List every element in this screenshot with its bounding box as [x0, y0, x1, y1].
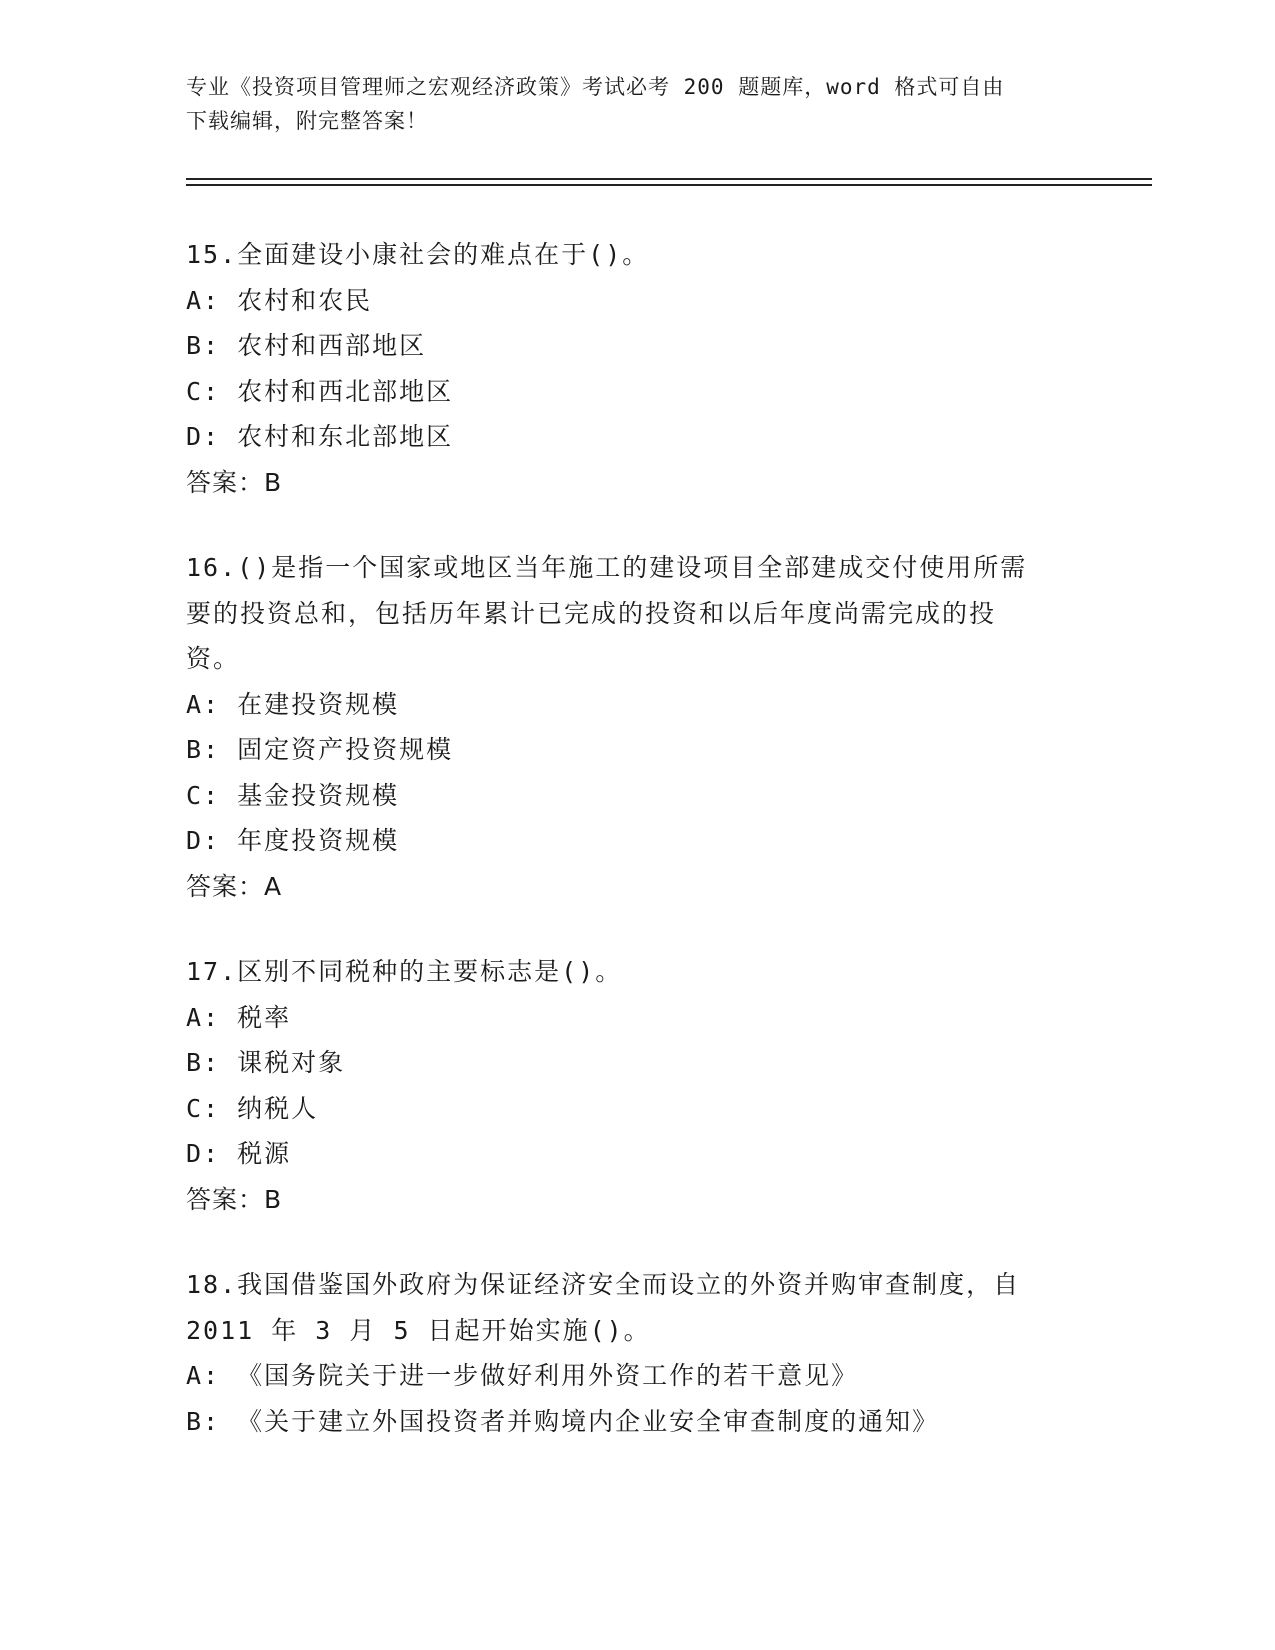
option-b: B: 课税对象: [186, 1048, 346, 1077]
option-b: B: 固定资产投资规模: [186, 735, 454, 764]
option-b: B: 农村和西部地区: [186, 331, 427, 360]
option-a: A: 《国务院关于进一步做好利用外资工作的若干意见》: [186, 1361, 859, 1390]
question-15: [186, 232, 1086, 505]
header-line-2: 下载编辑，附完整答案！: [186, 109, 428, 133]
question-text-line-1: 18.我国借鉴国外政府为保证经济安全而设立的外资并购审查制度，自: [186, 1270, 1021, 1299]
option-c: C: 纳税人: [186, 1093, 319, 1123]
header-line-1: 专业《投资项目管理师之宏观经济政策》考试必考 200 题题库，word 格式可自由: [186, 75, 1005, 99]
option-a: A: 税率: [186, 1002, 292, 1032]
header-divider-top: [186, 178, 1152, 180]
option-d: D: 税源: [186, 1139, 292, 1168]
option-c: C: 农村和西北部地区: [186, 376, 454, 406]
question-text: 17.区别不同税种的主要标志是()。: [186, 957, 623, 986]
answer: 答案：B: [186, 1184, 283, 1214]
option-d: D: 年度投资规模: [186, 826, 400, 855]
question-18: [186, 1262, 1086, 1444]
option-a: A: 农村和农民: [186, 285, 373, 315]
option-b: B: 《关于建立外国投资者并购境内企业安全审查制度的通知》: [186, 1406, 940, 1436]
answer: 答案：A: [186, 871, 283, 901]
answer: 答案：B: [186, 467, 283, 497]
question-17: [186, 949, 1086, 1222]
question-list: [186, 232, 1086, 1484]
question-text-line-1: 16.()是指一个国家或地区当年施工的建设项目全部建成交付使用所需: [186, 553, 1028, 582]
document-header: [186, 70, 1066, 138]
question-text-line-2: 2011 年 3 月 5 日起开始实施()。: [186, 1315, 651, 1345]
header-divider-bottom: [186, 184, 1152, 186]
question-16: [186, 545, 1086, 909]
question-text-line-2: 要的投资总和，包括历年累计已完成的投资和以后年度尚需完成的投: [186, 598, 997, 628]
option-d: D: 农村和东北部地区: [186, 422, 454, 451]
question-text: 15.全面建设小康社会的难点在于()。: [186, 240, 650, 269]
option-a: A: 在建投资规模: [186, 689, 400, 719]
question-text-line-3: 资。: [186, 644, 241, 673]
option-c: C: 基金投资规模: [186, 780, 400, 810]
